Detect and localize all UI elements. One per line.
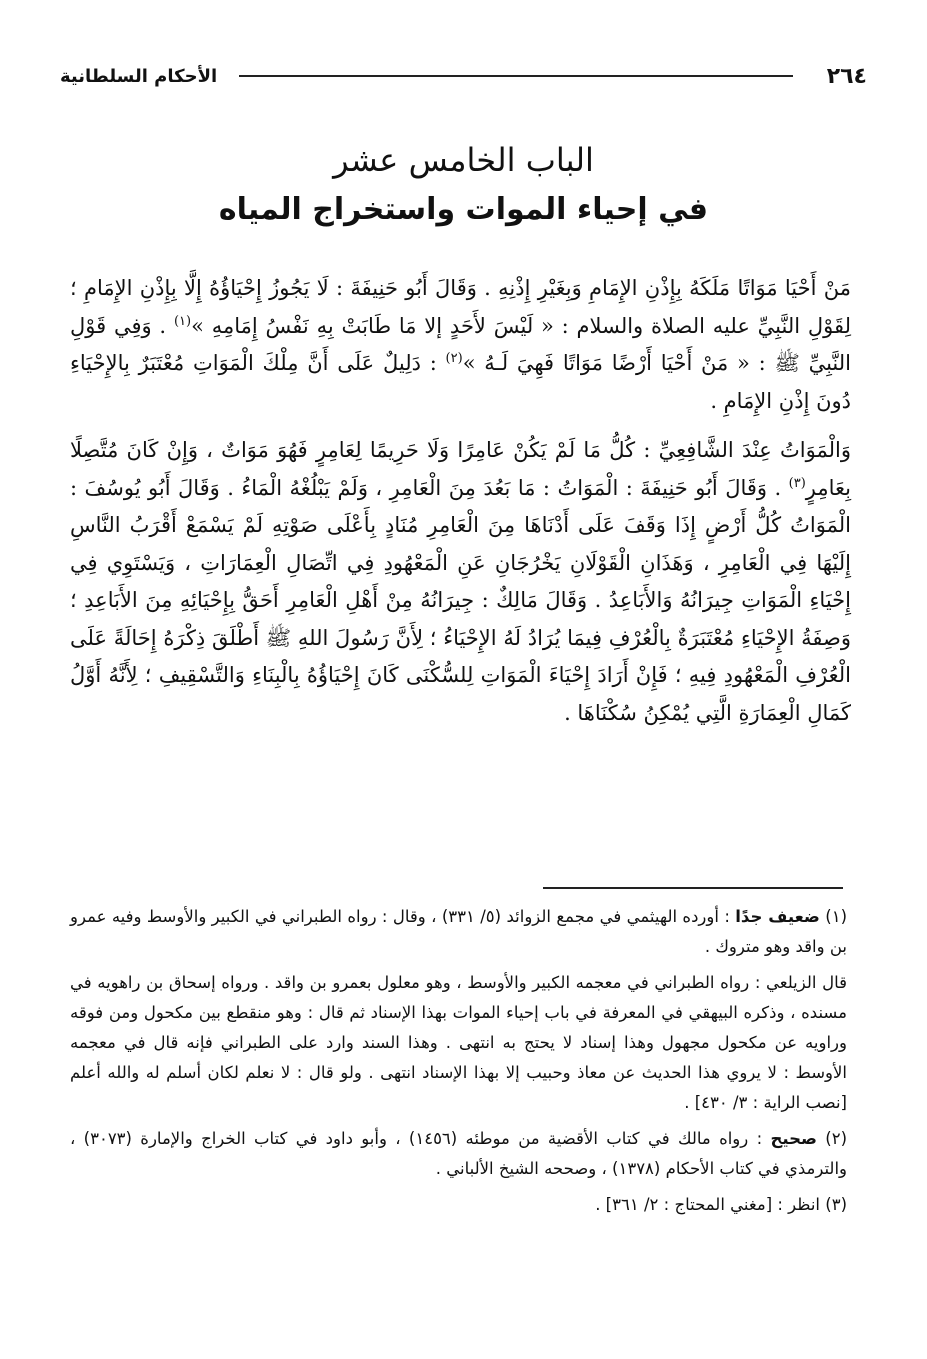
footnote-2 — [70, 1124, 847, 1184]
footnote-marker-3: (٣) — [788, 475, 806, 491]
paragraph-1-part-3: : دَلِيلٌ عَلَى أَنَّ مِلْكَ الْمَوَاتِ مُعْتَبَرٌ بِالإِحْيَاءِ دُونَ إِذْنِ الإِمَامِ . — [70, 351, 851, 413]
page-number: ٢٦٤ — [826, 63, 867, 89]
footnote-2-number: (٢) — [825, 1129, 847, 1148]
chapter-label: الباب الخامس عشر — [333, 141, 594, 179]
footnote-2-grade: صحيح — [770, 1129, 817, 1148]
chapter-title: في إحياء الموات واستخراج المياه — [218, 192, 709, 227]
footnote-1-note: قال الزيلعي : رواه الطبراني في معجمه الكبير والأوسط ، وهو معلول بعمرو بن واقد . ورواه إسحاق بن راهويه في مسنده ، وذكره البيهقي في المعرفة في باب إحياء الموات بهذا الإسناد ثم قال : وهو منقطع بين مكحول ومن فوقه وراويه عن مكحول مجهول وهذا إسناد لا يحتج به انتهى . وهذا السند وارد على الطبراني فإنه قال في معجمه الأوسط : لا يروي هذا الحديث عن معاذ وحبيب إلا بهذا الإسناد انتهى . ولو قال : لا نعلم لكان أسلم له والله أعلم [نصب الراية : ٣/ ٤٣٠] . — [70, 973, 847, 1112]
footnote-1-number: (١) — [825, 907, 848, 926]
footnote-1-grade: ضعيف جدًا — [735, 907, 820, 926]
footnote-1 — [70, 902, 847, 962]
running-header — [60, 58, 867, 94]
book-title: الأحكام السلطانية — [60, 65, 218, 87]
body-text — [70, 270, 851, 744]
footnote-1-text: : أورده الهيثمي في مجمع الزوائد (٥/ ٣٣١) ، وقال : رواه الطبراني في الكبير والأوسط وفيه عمرو بن واقد وهو متروك . — [70, 907, 847, 956]
paragraph-1-part-2: . وَفِي قَوْلِ النَّبِيِّ ﷺ : « مَنْ أَحْيَا أَرْضًا مَوَاتًا فَهِيَ لَـهُ » — [70, 313, 851, 375]
paragraph-2 — [70, 432, 851, 732]
paragraph-2-part-1: وَالْمَوَاتُ عِنْدَ الشَّافِعِيِّ : كُلُّ مَا لَمْ يَكُنْ عَامِرًا وَلَا حَرِيمًا لِعَامِرٍ فَهُوَ مَوَاتٌ ، وَإِنْ كَانَ مُتَّصِلًا بِعَامِرٍ — [70, 438, 851, 500]
footnote-marker-2: (٢) — [445, 351, 463, 366]
footnote-3 — [70, 1190, 847, 1220]
footnote-separator — [543, 887, 843, 889]
footnote-2-text: : رواه مالك في كتاب الأقضية من موطئه (١٤٥٦) ، وأبو داود في كتاب الخراج والإمارة (٣٠٧٣) ، والترمذي في كتاب الأحكام (١٣٧٨) ، وصححه الشيخ الألباني . — [70, 1129, 847, 1178]
footnote-3-number: (٣) — [825, 1195, 847, 1214]
footnote-marker-1: (١) — [173, 313, 192, 329]
paragraph-1-part-1: مَنْ أَحْيَا مَوَاتًا مَلَكَهُ بِإِذْنِ الإِمَامِ وَبِغَيْرِ إِذْنِهِ . وَقَالَ أَبُو حَنِيفَةَ : لَا يَجُوزُ إِحْيَاؤُهُ إِلَّا بِإِذْنِ الإِمَامِ ؛ لِقَوْلِ النَّبِيِّ عليه الصلاة والسلام : « لَيْسَ لأَحَدٍ إلا مَا طَابَتْ بِهِ نَفْسُ إِمَامِهِ » — [70, 276, 851, 338]
header-rule — [239, 75, 793, 77]
footnote-3-text: انظر : [مغني المحتاج : ٢/ ٣٦١] . — [595, 1195, 820, 1214]
footnotes — [70, 902, 847, 1226]
paragraph-1 — [70, 270, 851, 420]
paragraph-2-part-2: . وَقَالَ أَبُو حَنِيفَةَ : الْمَوَاتُ : مَا بَعُدَ مِنَ الْعَامِرِ ، وَلَمْ يَبْلُغْهُ الْمَاءُ . وَقَالَ أَبُو يُوسُفَ : الْمَوَاتُ كُلُّ أَرْضٍ إِذَا وَقَفَ عَلَى أَدْنَاهَا مِنَ الْعَامِرِ مُنَادٍ بِأَعْلَى صَوْتِهِ لَمْ يَسْمَعْ أَقْرَبُ النَّاسِ إِلَيْهَا فِي الْعَامِرِ ، وَهَذَانِ الْقَوْلَانِ يَخْرُجَانِ عَنِ الْمَعْهُودِ فِي اتِّصَالِ الْعِمَارَاتِ ، وَيَسْتَوِي فِي إِحْيَاءِ الْمَوَاتِ جِيرَانُهُ وَالأَبَاعِدُ . وَقَالَ مَالِكٌ : جِيرَانُهُ مِنْ أَهْلِ الْعَامِرِ أَحَقُّ بِإِحْيَائِهِ مِنَ الأَبَاعِدِ ؛ وَصِفَةُ الإِحْيَاءِ مُعْتَبَرَةٌ بِالْعُرْفِ فِيمَا يُرَادُ لَهُ الإِحْيَاءُ ؛ لِأَنَّ رَسُولَ اللهِ ﷺ أَطْلَقَ ذِكْرَهُ إِحَالَةً عَلَى الْعُرْفِ الْمَعْهُودِ فِيهِ ؛ فَإِنْ أَرَادَ إِحْيَاءَ الْمَوَاتِ لِلسُّكْنَى كَانَ إِحْيَاؤُهُ بِالْبِنَاءِ وَالتَّسْقِيفِ ؛ لِأَنَّهُ أَوَّلُ كَمَالِ الْعِمَارَةِ الَّتِي يُمْكِنُ سُكْنَاهَا . — [70, 475, 851, 725]
